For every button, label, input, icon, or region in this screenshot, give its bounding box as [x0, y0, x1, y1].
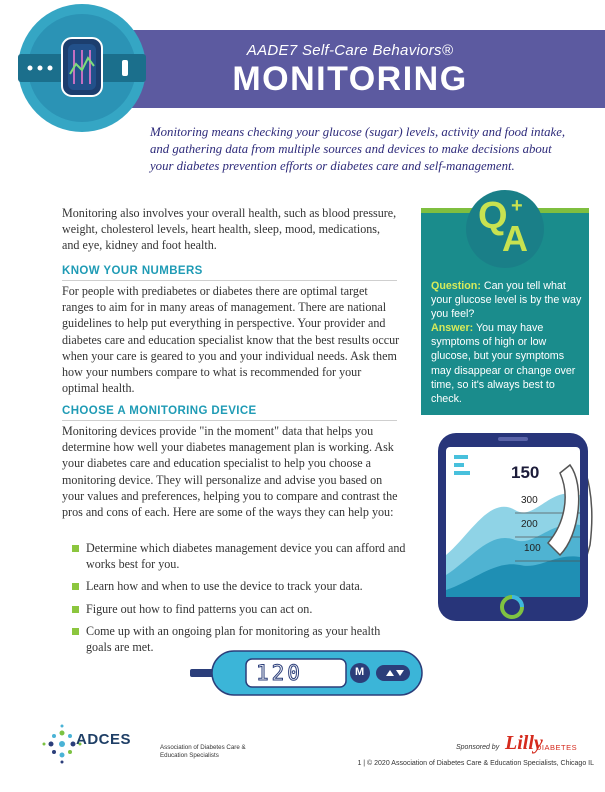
a-letter: A [502, 218, 528, 259]
meter-m-button[interactable]: M [355, 666, 365, 678]
plus-sign: + [511, 195, 523, 217]
qa-badge [466, 190, 544, 268]
bullet-square-icon [72, 628, 79, 635]
question-text: Can you tell what your glucose level is by the way you feel? [431, 280, 582, 321]
qa-answer [431, 321, 585, 406]
phone-reading: 150 [511, 463, 540, 482]
bullet-square-icon [72, 545, 79, 552]
list-item-text: Figure out how to find patterns you can act on. [86, 601, 313, 616]
question-label: Question: [431, 280, 481, 292]
lilly-diabetes-label: DIABETES [536, 743, 578, 752]
q-letter: Q [478, 195, 508, 237]
list-item-text: Come up with an ongoing plan for monitoring as your health goals are met. [86, 623, 381, 655]
list-item [72, 578, 407, 594]
intro-text: Monitoring means checking your glucose (sugar) levels, activity and food intake, and gathering data from multiple sources and devices to make decisions about your diabetes prevention efforts or diabetes care and self-management. [150, 125, 566, 173]
org-name: Association of Diabetes Care & Education Specialists [160, 744, 246, 759]
phone-tick-300: 300 [521, 495, 538, 506]
menu-bar-icon [454, 455, 468, 459]
bullet-square-icon [72, 583, 79, 590]
smartwatch-icon [18, 4, 146, 132]
adces-logo-text: ADCES [76, 731, 132, 748]
monitoring-badge [18, 4, 146, 132]
answer-text: You may have symptoms of high or low glucose, but your symptoms may disappear or change over time, so it's always best to check. [431, 322, 576, 406]
phone-illustration [420, 425, 600, 625]
choose-device-heading: CHOOSE A MONITORING DEVICE [62, 405, 397, 421]
lilly-logo: Lilly [505, 732, 543, 754]
copyright: 1 | © 2020 Association of Diabetes Care & Education Specialists, Chicago IL [357, 760, 594, 767]
qa-question [431, 279, 585, 322]
phone-tick-100: 100 [524, 543, 541, 554]
list-item [72, 601, 407, 617]
list-item-text: Determine which diabetes management device you can afford and works best for you. [86, 541, 406, 572]
page-title: MONITORING [232, 60, 468, 98]
choose-device-text: Monitoring devices provide "in the moment" data that helps you determine how well your diabetes management plan is working. Ask your diabetes care and education specialist to help you choose a monitoring device. They will personalize and advise you based on your values and preferences, helping you to compare and contrast the pros and cons of each. Here are some of the ways they can help you: [62, 424, 398, 520]
know-your-numbers-text: For people with prediabetes or diabetes there are optimal target ranges to aim for in many areas of management. There are national guidelines to help put everything in perspective. Your provider and diabetes care and education specialist know that the best results occur when your care is geared to you and your individual needs. Ask them how your numbers compare to what is recommended for your optimal health. [62, 284, 400, 396]
answer-label: Answer: [431, 322, 474, 334]
overall-health-paragraph: Monitoring also involves your overall health, such as blood pressure, weight, cholesterol levels, heart health, sleep, mood, medications, and eye, kidney and foot health. [62, 206, 397, 253]
meter-reading: 120 [256, 661, 303, 685]
list-item-text: Learn how and when to use the device to track your data. [86, 579, 363, 594]
list-item [72, 540, 407, 572]
header-subtitle: AADE7 Self-Care Behaviors® [246, 42, 454, 59]
sponsored-by-label: Sponsored by [456, 744, 500, 751]
know-your-numbers-heading: KNOW YOUR NUMBERS [62, 265, 397, 281]
help-list [72, 540, 407, 661]
glucose-meter-illustration [190, 645, 430, 707]
header-band [95, 30, 605, 108]
bullet-square-icon [72, 606, 79, 613]
phone-tick-200: 200 [521, 519, 538, 530]
